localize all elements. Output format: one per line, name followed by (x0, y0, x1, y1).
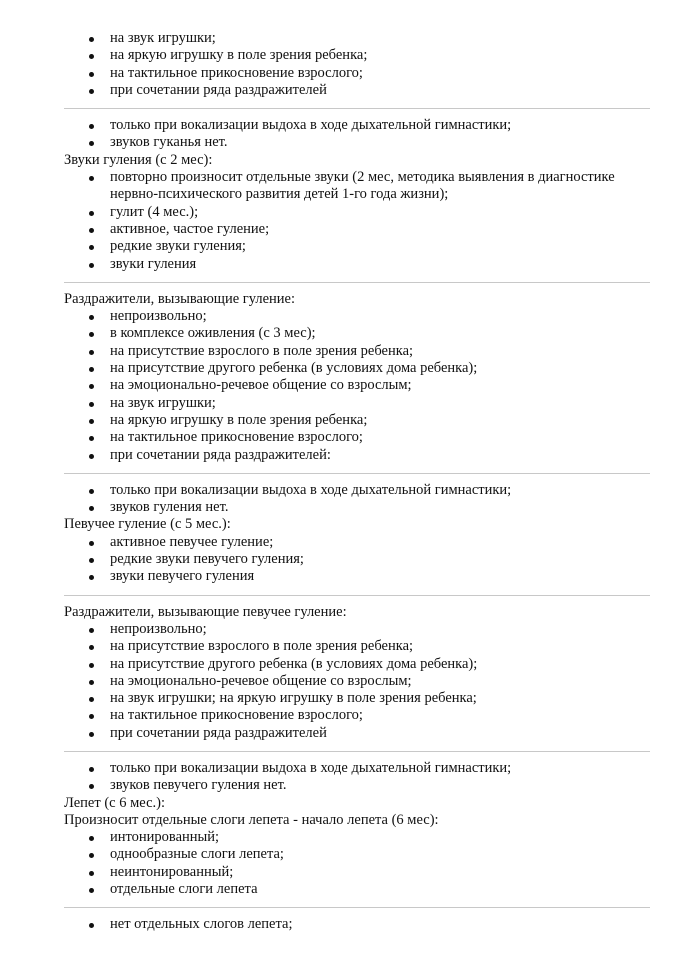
bullet-list (64, 534, 652, 586)
bullet-list (64, 916, 652, 933)
list-item: звуки певучего гуления (64, 568, 652, 585)
bullet-list (64, 482, 652, 517)
list-item: непроизвольно; (64, 308, 652, 325)
list-item: на эмоционально-речевое общение со взрослым; (64, 377, 652, 394)
list-item: непроизвольно; (64, 621, 652, 638)
section-heading: Лепет (с 6 мес.): (64, 794, 165, 811)
list-item: активное певучее гуление; (64, 534, 652, 551)
bullet-list (64, 760, 652, 795)
list-item: редкие звуки гуления; (64, 238, 652, 255)
list-item: на яркую игрушку в поле зрения ребенка; (64, 412, 652, 429)
list-item: на тактильное прикосновение взрослого; (64, 707, 652, 724)
list-item: звуки гуления (64, 256, 652, 273)
bullet-list (64, 308, 652, 464)
list-item: только при вокализации выдоха в ходе дыхательной гимнастики; (64, 482, 652, 499)
section-divider (64, 907, 650, 908)
section-heading: Произносит отдельные слоги лепета - начало лепета (6 мес): (64, 811, 439, 828)
list-item: звуков гуления нет. (64, 499, 652, 516)
section-heading: Раздражители, вызывающие гуление: (64, 290, 296, 307)
bullet-list (64, 169, 652, 273)
list-item: интонированный; (64, 829, 652, 846)
section-heading: Раздражители, вызывающие певучее гуление: (64, 603, 347, 620)
list-item: в комплексе оживления (с 3 мес); (64, 325, 652, 342)
list-item: на присутствие взрослого в поле зрения ребенка; (64, 638, 652, 655)
section-divider (64, 751, 650, 752)
list-item: на звук игрушки; на яркую игрушку в поле зрения ребенка; (64, 690, 652, 707)
list-item: на звук игрушки; (64, 30, 652, 47)
list-item: повторно произносит отдельные звуки (2 мес, методика выявления в диагностике нервно-психического развития детей 1-го года жизни); (64, 169, 652, 204)
list-item: на тактильное прикосновение взрослого; (64, 429, 652, 446)
list-item: на эмоционально-речевое общение со взрослым; (64, 673, 652, 690)
list-item: на присутствие взрослого в поле зрения ребенка; (64, 343, 652, 360)
list-item: активное, частое гуление; (64, 221, 652, 238)
bullet-list (64, 117, 652, 152)
list-item: однообразные слоги лепета; (64, 846, 652, 863)
section-divider (64, 108, 650, 109)
list-item: звуков гуканья нет. (64, 134, 652, 151)
bullet-list (64, 621, 652, 742)
list-item: при сочетании ряда раздражителей: (64, 447, 652, 464)
section-heading: Певучее гуление (с 5 мес.): (64, 516, 231, 533)
bullet-list (64, 30, 652, 99)
list-item: нет отдельных слогов лепета; (64, 916, 652, 933)
list-item: на присутствие другого ребенка (в условиях дома ребенка); (64, 656, 652, 673)
list-item: неинтонированный; (64, 864, 652, 881)
section-heading: Звуки гуления (с 2 мес): (64, 151, 213, 168)
section-divider (64, 595, 650, 596)
list-item: на звук игрушки; (64, 395, 652, 412)
list-item: только при вокализации выдоха в ходе дыхательной гимнастики; (64, 117, 652, 134)
bullet-list (64, 829, 652, 898)
list-item: на присутствие другого ребенка (в условиях дома ребенка); (64, 360, 652, 377)
section-divider (64, 473, 650, 474)
list-item: только при вокализации выдоха в ходе дыхательной гимнастики; (64, 760, 652, 777)
list-item: на яркую игрушку в поле зрения ребенка; (64, 47, 652, 64)
list-item: на тактильное прикосновение взрослого; (64, 65, 652, 82)
list-item: редкие звуки певучего гуления; (64, 551, 652, 568)
list-item: при сочетании ряда раздражителей (64, 725, 652, 742)
list-item: звуков певучего гуления нет. (64, 777, 652, 794)
section-divider (64, 282, 650, 283)
list-item: отдельные слоги лепета (64, 881, 652, 898)
list-item: гулит (4 мес.); (64, 204, 652, 221)
list-item: при сочетании ряда раздражителей (64, 82, 652, 99)
